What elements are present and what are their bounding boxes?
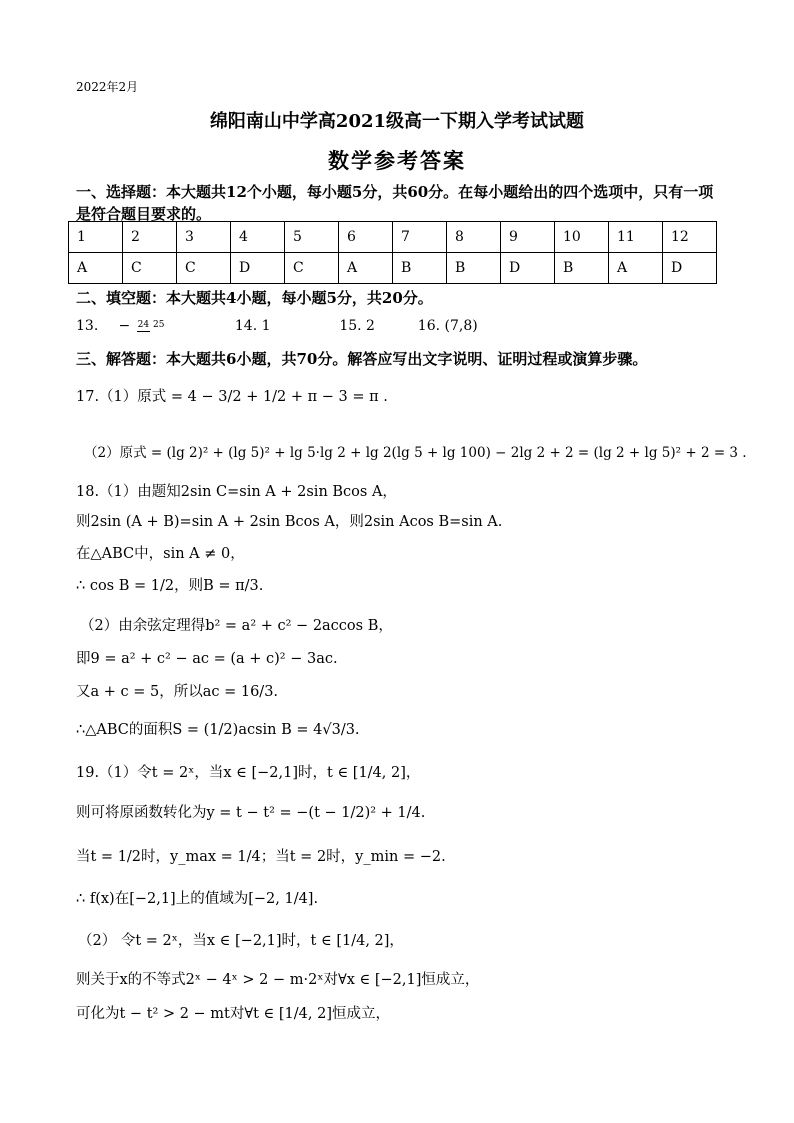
answer-row [69,253,717,284]
q16-answer: 16. (7,8) [417,318,478,334]
q17-part1: 17.（1）原式 = 4 − 3/2 + 1/2 + π − 3 = π . [76,389,388,405]
q13-numerator: 24 [137,320,150,330]
q18-line5: （2）由余弦定理得b² = a² + c² − 2accos B， [80,618,393,634]
answer-key-subtitle: 数学参考答案 [328,148,466,173]
q19-line3: 当t = 1/2时，y_max = 1/4；当t = 2时，y_min = −2. [76,849,446,865]
answer-cell: A [609,253,663,284]
fill-in-answers [76,318,478,334]
answer-cell: C [177,253,231,284]
answer-cell: B [555,253,609,284]
q18-line3: 在△ABC中，sin A ≠ 0， [76,546,245,562]
q18-line8: ∴△ABC的面积S = (1/2)acsin B = 4√3/3. [76,722,360,738]
section1-heading: 一、选择题：本大题共12个小题，每小题5分，共60分。在每小题给出的四个选项中，只有一项是符合题目要求的。 [76,183,714,223]
answer-cell: D [663,253,717,284]
answer-cell: A [339,253,393,284]
answer-cell: C [123,253,177,284]
question-number-cell: 4 [231,222,285,253]
exam-title: 绵阳南山中学高2021级高一下期入学考试试题 [209,111,585,132]
q19-line4: ∴ f(x)在[−2,1]上的值域为[−2, 1/4]. [76,891,319,907]
q19-line1: 19.（1）令t = 2ˣ，当x ∈ [−2,1]时，t ∈ [1/4, 2]， [76,765,421,781]
section3-heading: 三、解答题：本大题共6小题，共70分。解答应写出文字说明、证明过程或演算步骤。 [76,350,648,368]
q17-part2: （2）原式 = (lg 2)² + (lg 5)² + lg 5·lg 2 + lg 2(lg 5 + lg 100) − 2lg 2 + 2 = (lg 2 + lg 5)² + 2 = 3 . [84,445,747,461]
q15-answer: 15. 2 [339,318,375,334]
question-number-cell: 3 [177,222,231,253]
q18-line4: ∴ cos B = 1/2，则B = π/3. [76,578,264,594]
question-number-cell: 2 [123,222,177,253]
answer-cell: B [447,253,501,284]
answer-cell: C [285,253,339,284]
answer-cell: D [501,253,555,284]
question-number-cell: 11 [609,222,663,253]
q19-line5: （2） 令t = 2ˣ，当x ∈ [−2,1]时，t ∈ [1/4, 2]， [78,933,404,949]
q19-line2: 则可将原函数转化为y = t − t² = −(t − 1/2)² + 1/4. [76,805,426,821]
choice-answer-table [68,221,717,284]
question-number-cell: 9 [501,222,555,253]
answer-cell: A [69,253,123,284]
question-number-cell: 1 [69,222,123,253]
question-number-cell: 10 [555,222,609,253]
q19-line6: 则关于x的不等式2ˣ − 4ˣ > 2 − m·2ˣ对∀x ∈ [−2,1]恒成立， [76,972,480,988]
question-number-cell: 6 [339,222,393,253]
q19-line7: 可化为t − t² > 2 − mt对∀t ∈ [1/4, 2]恒成立， [76,1006,390,1022]
q13-fraction [137,320,165,332]
q18-line1: 18.（1）由题知2sin C=sin A + 2sin Bcos A， [76,484,397,500]
q13-sign: − [118,318,131,334]
q18-line6: 即9 = a² + c² − ac = (a + c)² − 3ac. [76,651,338,667]
q18-line7: 又a + c = 5，所以ac = 16/3. [76,684,279,700]
q13-label: 13. [76,318,99,334]
q14-answer: 14. 1 [234,318,271,334]
q18-line2: 则2sin (A + B)=sin A + 2sin Bcos A，则2sin Acos B=sin A. [76,514,503,530]
exam-date: 2022年2月 [76,80,139,94]
section2-heading: 二、填空题：本大题共4小题，每小题5分，共20分。 [76,289,433,307]
answer-cell: D [231,253,285,284]
question-number-cell: 5 [285,222,339,253]
question-number-row [69,222,717,253]
answer-cell: B [393,253,447,284]
question-number-cell: 7 [393,222,447,253]
question-number-cell: 12 [663,222,717,253]
question-number-cell: 8 [447,222,501,253]
q13-denominator: 25 [152,320,165,330]
